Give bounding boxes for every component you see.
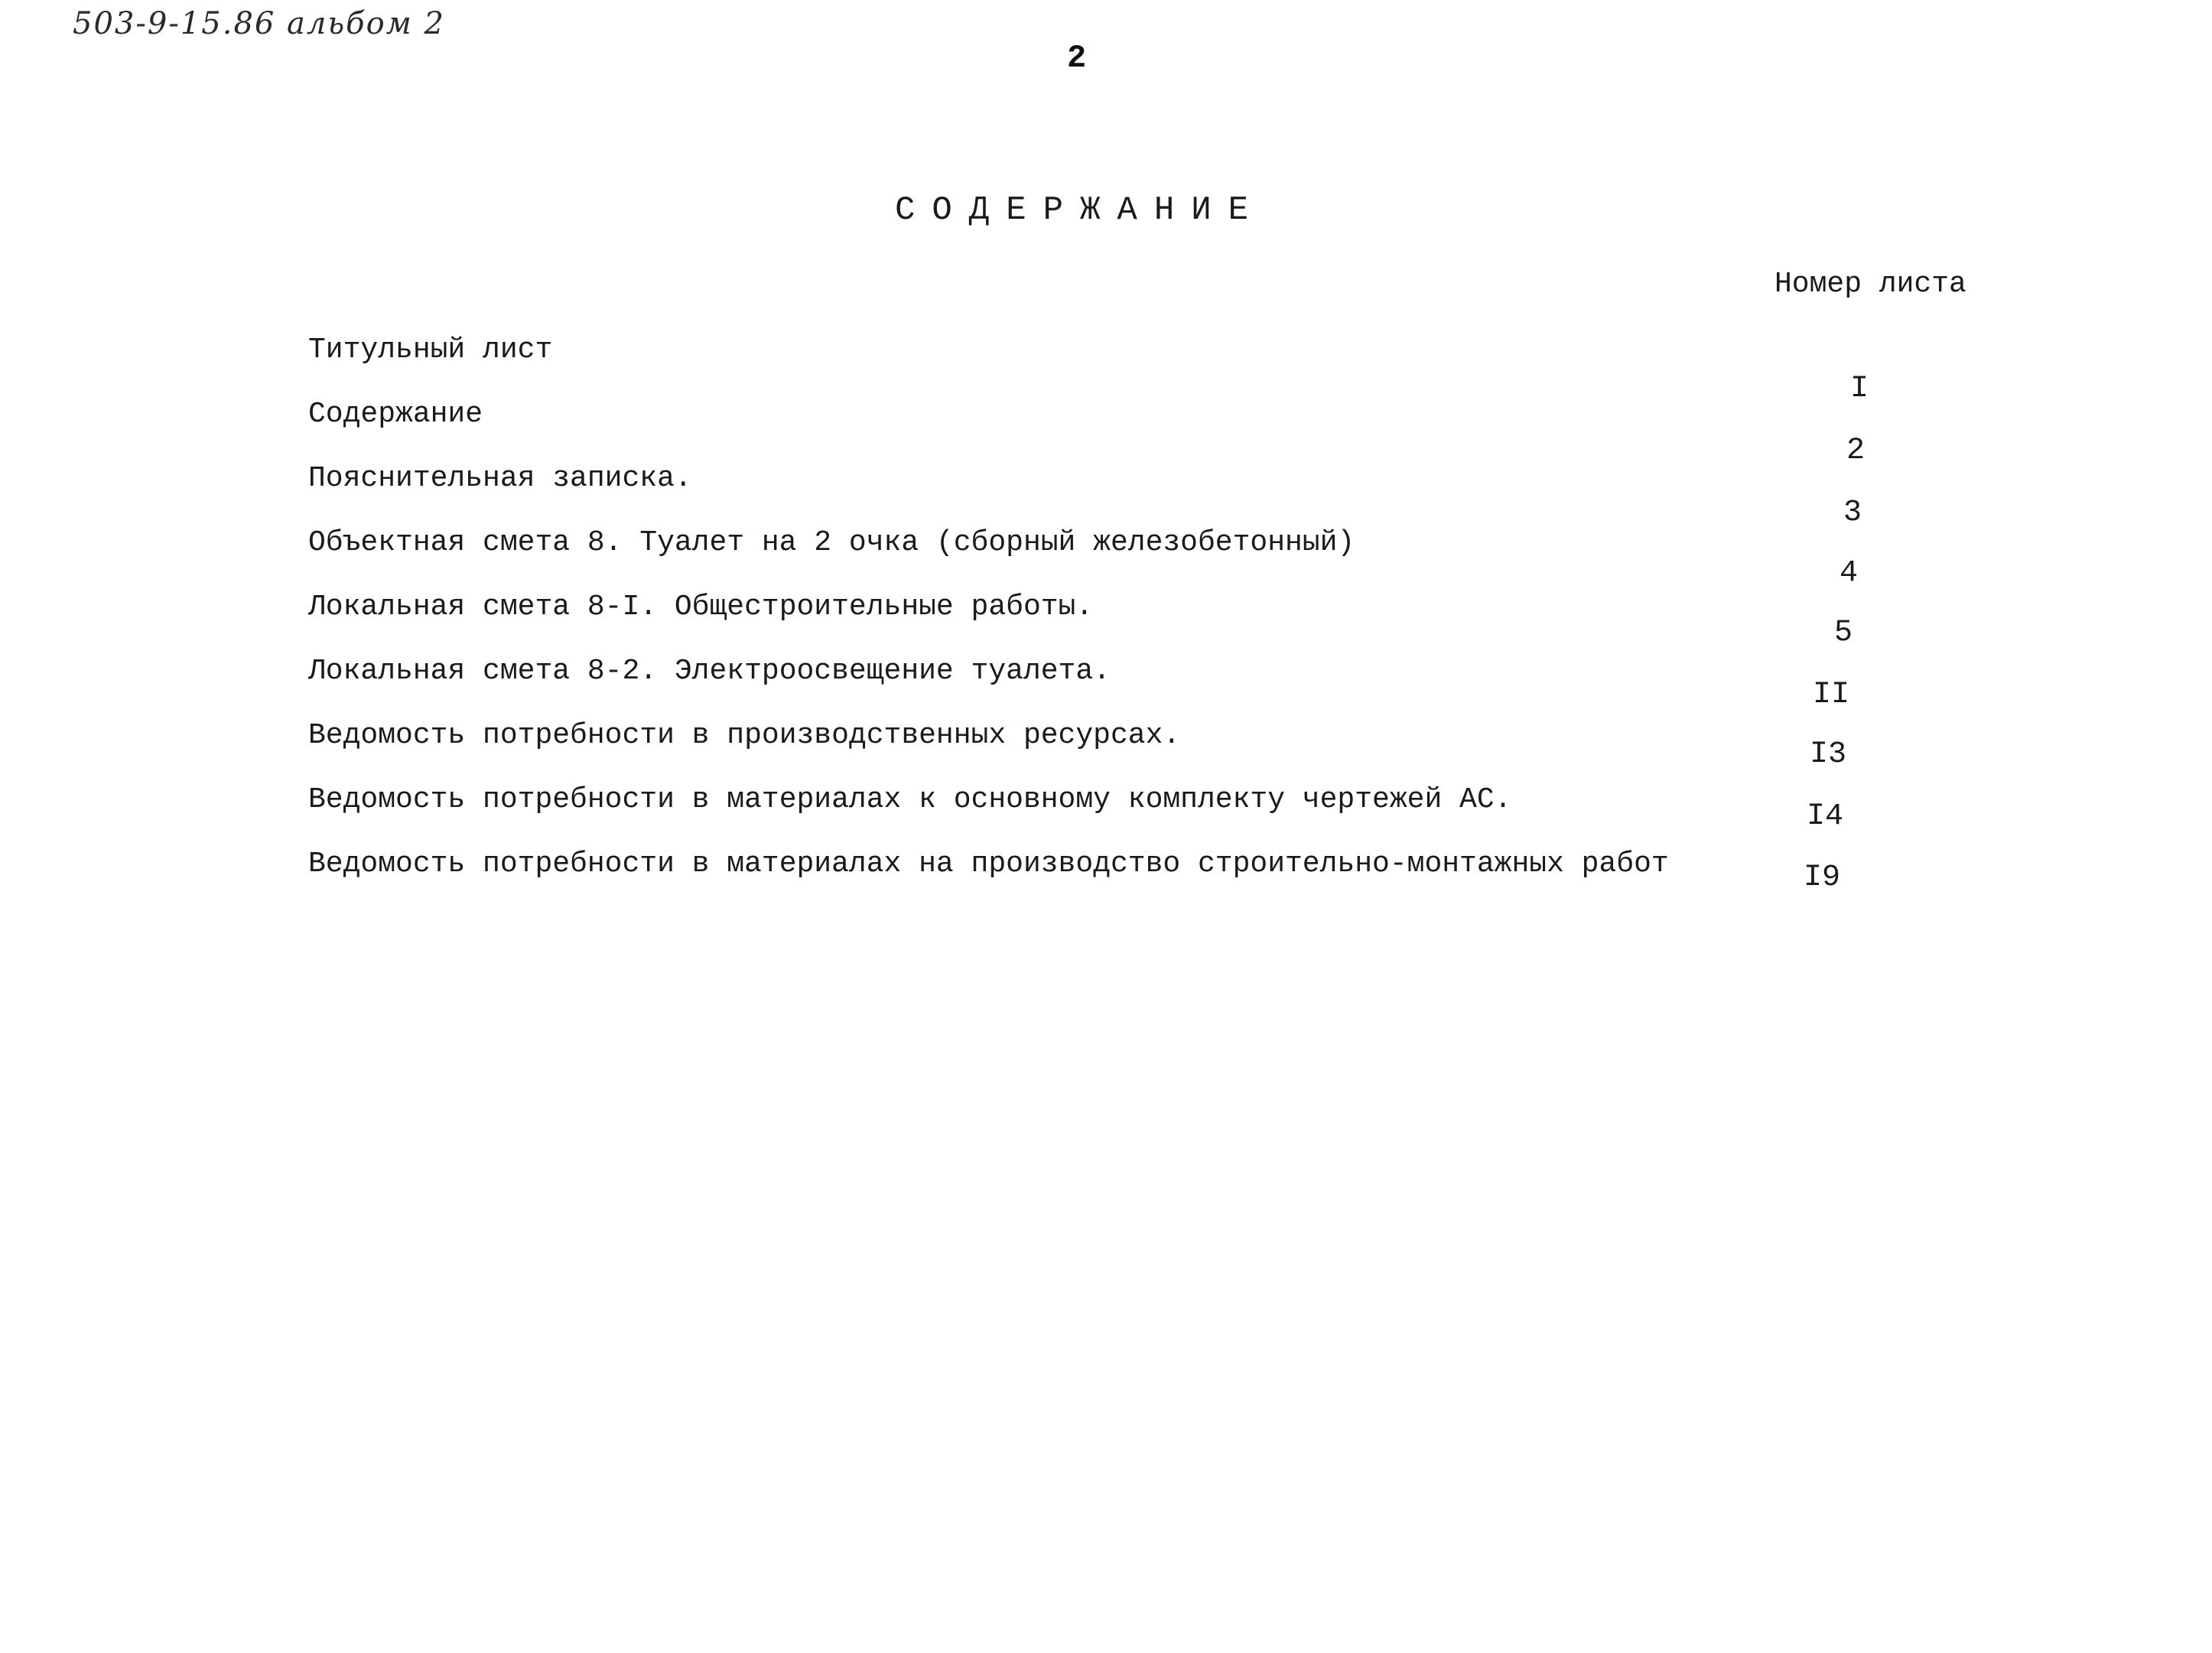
toc-entry: Объектная смета 8. Туалет на 2 очка (сборный железобетонный): [308, 526, 1355, 559]
toc-entry: Содержание: [308, 398, 483, 431]
handwritten-reference: 503-9-15.86 альбом 2: [73, 6, 445, 41]
toc-sheet-number: II: [1812, 678, 1849, 712]
toc-entry: Пояснительная записка.: [308, 462, 692, 495]
toc-sheet-number: I9: [1803, 861, 1840, 895]
toc-entry: Ведомость потребности в материалах на производство строительно-монтажных работ: [308, 848, 1669, 880]
page-title: СОДЕРЖАНИЕ: [895, 191, 1266, 229]
toc-sheet-number: I4: [1806, 799, 1843, 834]
toc-sheet-number: 4: [1839, 556, 1858, 591]
toc-sheet-number: I: [1849, 372, 1869, 406]
toc-sheet-number: 5: [1833, 616, 1853, 650]
toc-entry: Ведомость потребности в материалах к основному комплекту чертежей АС.: [308, 783, 1512, 816]
toc-sheet-number: 2: [1846, 434, 1865, 468]
toc-sheet-number: 3: [1843, 496, 1862, 530]
toc-sheet-number: I3: [1809, 737, 1846, 772]
toc-entry: Титульный лист: [308, 334, 553, 366]
sheet-number-column-header: Номер листа: [1774, 268, 1966, 301]
toc-entry: Локальная смета 8-I. Общестроительные работы.: [308, 591, 1094, 623]
toc-entry: Ведомость потребности в производственных ресурсах.: [308, 719, 1181, 752]
toc-entry: Локальная смета 8-2. Электроосвещение туалета.: [308, 655, 1111, 688]
page-number: 2: [1067, 40, 1087, 76]
